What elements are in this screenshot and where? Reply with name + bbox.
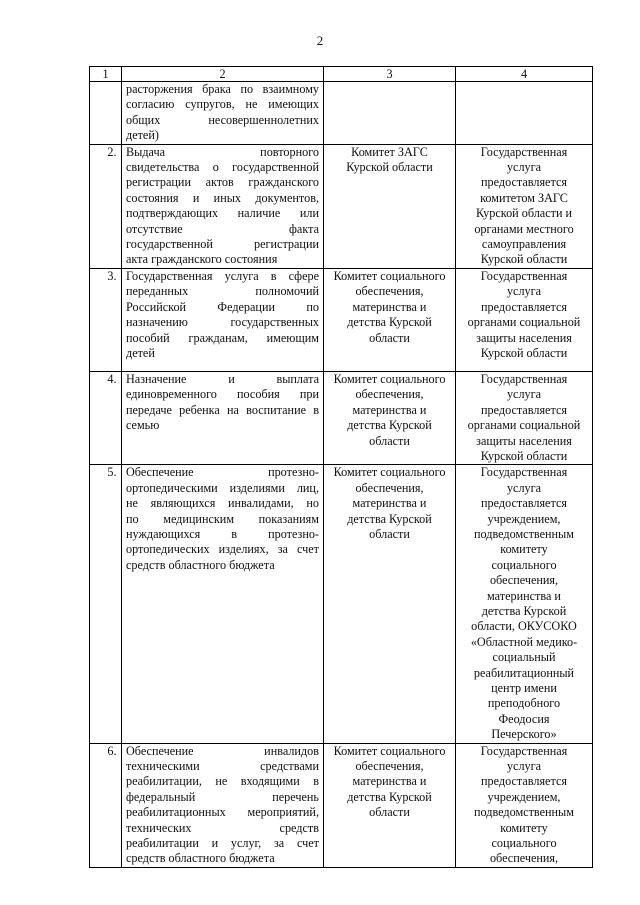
service-provider-line: области, ОКУСОКО (471, 619, 577, 634)
service-provider-line: обеспечения, (489, 851, 559, 866)
service-provider-line: Феодосия (498, 711, 550, 726)
service-description-line: передаче ребенка на воспитание в (126, 402, 319, 417)
responsible-agency-line: детства Курской (347, 789, 432, 804)
header-cell-3: 3 (324, 67, 456, 82)
page-number: 2 (316, 33, 324, 48)
responsible-agency-line: детства Курской (347, 511, 432, 526)
service-description-line: государственной регистрации (126, 237, 319, 252)
header-cell-2: 2 (122, 67, 324, 82)
responsible-agency-line: материнства и (352, 299, 427, 314)
service-description-line: свидетельства о государственной (126, 160, 319, 175)
service-provider-line: социального (491, 836, 557, 851)
service-description-line: Обеспечение инвалидов (126, 743, 319, 758)
service-provider-line: комитету (500, 820, 548, 835)
service-provider-line: центр имени (491, 681, 557, 695)
service-provider-line: защиты населения (476, 330, 572, 345)
service-description-line: детей) (126, 128, 159, 143)
service-description-line: реабилитации, не входящими в (126, 774, 319, 789)
service-provider-line: преподобного (487, 696, 561, 711)
service-provider-cell (456, 371, 593, 464)
responsible-agency-line: детства Курской (347, 418, 432, 433)
responsible-agency-line: области (369, 805, 410, 820)
service-description-line: семью (126, 418, 160, 433)
service-provider-line: «Областной медико- (470, 634, 578, 649)
service-description-line: средств областного бюджета (126, 851, 275, 866)
service-provider-line: подведомственным (474, 526, 574, 541)
service-description-cell (122, 371, 324, 464)
service-provider-line: предоставляется (481, 299, 567, 314)
service-provider-line: органами местного (474, 221, 574, 236)
service-description-line: состояния и иных документов, (126, 190, 319, 205)
service-provider-line: Государственная (480, 144, 568, 159)
service-provider-line: предоставляется (481, 774, 567, 789)
service-description-line: Обеспечение протезно- (126, 465, 319, 480)
header-cell-4: 4 (456, 67, 593, 82)
responsible-agency-line: обеспечения, (355, 284, 424, 299)
service-description-line: не являющихся инвалидами, но (126, 496, 319, 511)
row-number: 5. (107, 465, 117, 480)
service-description-line: федеральный перечень (126, 789, 319, 804)
service-description-line: согласию супругов, не имеющих (126, 97, 319, 112)
responsible-agency-line: Комитет социального (333, 465, 446, 480)
responsible-agency-line: Комитет социального (333, 371, 446, 386)
service-description-line: по медицинским показаниям (126, 511, 319, 526)
responsible-agency-line: Комитет ЗАГС (351, 144, 428, 159)
service-provider-line: предоставляется (481, 496, 567, 511)
service-provider-line: учреждением, (487, 789, 561, 804)
responsible-agency-cell (324, 144, 456, 268)
service-provider-line: услуга (506, 759, 542, 774)
row-number: 3. (107, 268, 117, 283)
service-description-line: Государственная услуга в сфере (126, 268, 319, 283)
row-number: 4. (107, 371, 117, 386)
responsible-agency-line: области (369, 526, 410, 541)
responsible-agency-cell (324, 82, 456, 145)
table-row (90, 371, 593, 464)
responsible-agency-line: детства Курской (347, 315, 432, 330)
row-number-cell (90, 743, 122, 867)
service-provider-line: органами социальной (467, 315, 581, 330)
service-description-line: средств областного бюджета (126, 557, 275, 572)
responsible-agency-line: обеспечения, (355, 759, 424, 774)
service-description-line: единовременного пособия при (126, 387, 319, 402)
service-description-line: общих несовершеннолетних (126, 112, 319, 127)
service-description-line: пособий гражданам, имеющим (126, 330, 319, 345)
service-provider-line: материнства и (487, 588, 561, 603)
service-description-line: ортопедическими изделиями лиц, (126, 480, 319, 495)
service-provider-line: учреждением, (487, 511, 561, 526)
service-provider-line: реабилитационный (473, 665, 575, 680)
service-description-cell (122, 465, 324, 743)
service-provider-line: детства Курской (481, 603, 567, 618)
service-provider-line: органами социальной (467, 418, 581, 433)
service-description-line: переданных полномочий (126, 284, 319, 299)
row-number-cell (90, 144, 122, 268)
responsible-agency-line: обеспечения, (355, 480, 424, 495)
responsible-agency-line: обеспечения, (355, 387, 424, 402)
row-number: 2. (107, 144, 117, 159)
service-provider-line: Государственная (480, 371, 568, 386)
service-provider-line: подведомственным (474, 805, 574, 820)
service-description-cell (122, 743, 324, 867)
responsible-agency-line: области (369, 433, 410, 448)
service-description-cell (122, 268, 324, 371)
service-description-cell (122, 144, 324, 268)
responsible-agency-line: Комитет социального (333, 743, 446, 758)
responsible-agency-cell (324, 371, 456, 464)
service-provider-line: Печерского» (491, 727, 557, 742)
service-description-line: расторжения брака по взаимному (126, 82, 319, 96)
responsible-agency-line: области (369, 330, 410, 345)
service-description-line: ортопедических изделиях, за счет (126, 542, 319, 557)
responsible-agency-line: материнства и (352, 402, 427, 417)
table-row (90, 82, 593, 145)
services-table (89, 66, 593, 868)
service-provider-cell (456, 144, 593, 268)
service-provider-line: Государственная (480, 268, 568, 283)
table-row (90, 268, 593, 371)
service-description-line: акта гражданского состояния (126, 252, 278, 267)
row-number-cell (90, 465, 122, 743)
service-description-line: назначению государственных (126, 315, 319, 330)
service-provider-line: обеспечения, (489, 573, 559, 588)
header-cell-1: 1 (90, 67, 122, 82)
service-provider-cell (456, 465, 593, 743)
service-description-line: реабилитации и услуг, за счет (126, 836, 319, 851)
responsible-agency-cell (324, 268, 456, 371)
service-provider-line: Курской области и (475, 206, 573, 221)
table-row (90, 144, 593, 268)
responsible-agency-line: материнства и (352, 496, 427, 511)
service-provider-line: услуга (506, 387, 542, 402)
responsible-agency-line: Курской области (346, 160, 433, 175)
service-description-line: нуждающихся в протезно- (126, 526, 319, 541)
service-description-line: регистрации актов гражданского (126, 175, 319, 190)
row-number-cell (90, 371, 122, 464)
row-number-cell (90, 82, 122, 145)
row-number-cell (90, 268, 122, 371)
service-provider-line: Курской области (480, 252, 568, 267)
service-provider-line: услуга (506, 160, 542, 175)
responsible-agency-cell (324, 743, 456, 867)
service-description-line: техническими средствами (126, 759, 319, 774)
service-provider-line: комитетом ЗАГС (480, 190, 568, 205)
service-provider-cell (456, 268, 593, 371)
table-row (90, 743, 593, 867)
service-description-line: Российской Федерации по (126, 299, 319, 314)
service-description-line: подтверждающих наличие или (126, 206, 319, 221)
service-provider-line: комитету (500, 542, 548, 557)
service-provider-line: защиты населения (476, 433, 572, 448)
service-provider-cell (456, 82, 593, 145)
service-provider-line: социальный (492, 650, 556, 665)
service-description-line: детей (126, 345, 155, 360)
service-provider-line: услуга (506, 480, 542, 495)
service-provider-line: Курской области (480, 345, 568, 360)
service-provider-line: Государственная (480, 465, 568, 480)
service-description-line: Назначение и выплата (126, 371, 319, 386)
service-description-line: отсутствие факта (126, 221, 319, 236)
responsible-agency-cell (324, 465, 456, 743)
service-description-cell (122, 82, 324, 145)
service-provider-cell (456, 743, 593, 867)
table-header-row (90, 67, 593, 82)
service-provider-line: Государственная (480, 743, 568, 758)
service-provider-line: самоуправления (481, 237, 567, 252)
responsible-agency-line: Комитет социального (333, 268, 446, 283)
service-description-line: Выдача повторного (126, 144, 319, 159)
service-provider-line: предоставляется (481, 402, 567, 417)
service-description-line: технических средств (126, 820, 319, 835)
service-provider-line: Курской области (480, 448, 568, 463)
responsible-agency-line: материнства и (352, 774, 427, 789)
row-number: 6. (107, 743, 117, 758)
table-row (90, 465, 593, 743)
service-provider-line: социального (491, 557, 557, 572)
service-description-line: реабилитационных мероприятий, (126, 805, 319, 820)
service-provider-line: предоставляется (481, 175, 567, 190)
service-provider-line: услуга (506, 284, 542, 299)
